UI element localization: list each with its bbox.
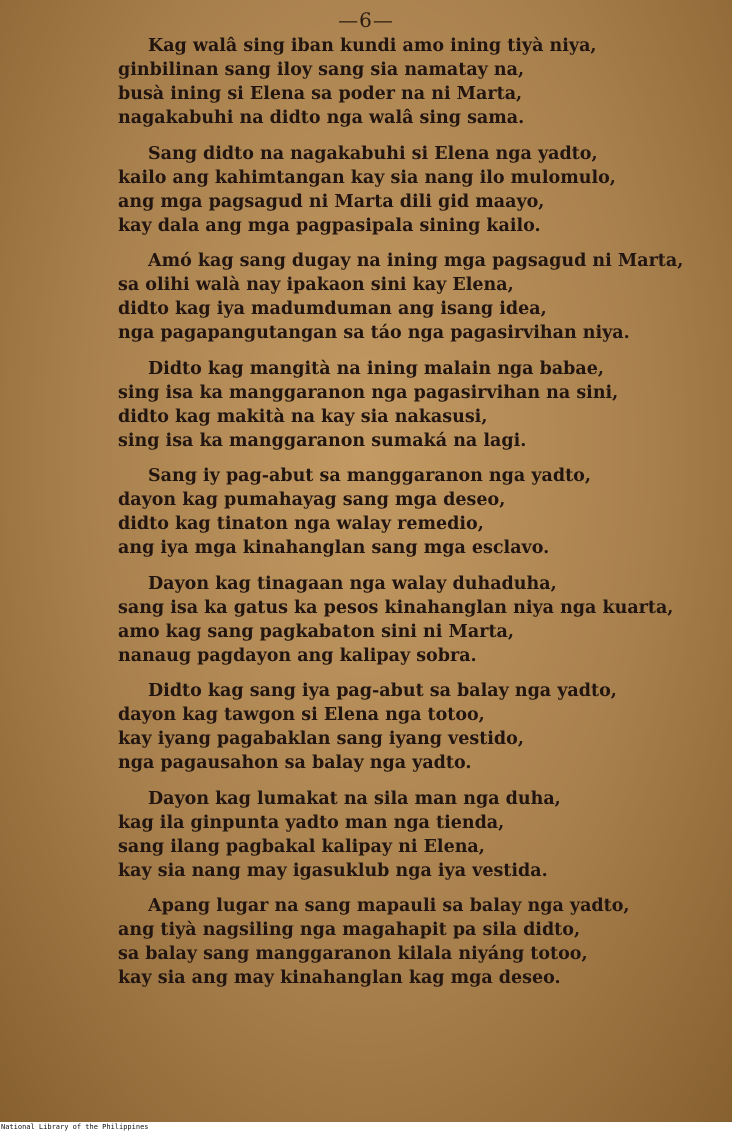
poem-line: Dayon kag lumakat na sila man nga duha, bbox=[148, 788, 561, 809]
poem-line: Dayon kag tinagaan nga walay duhaduha, bbox=[148, 573, 557, 594]
page-number: —6— bbox=[338, 8, 394, 32]
poem-line: Didto kag mangità na ining malain nga babae, bbox=[148, 358, 604, 379]
poem-line: didto kag tinaton nga walay remedio, bbox=[118, 514, 484, 534]
poem-line: Apang lugar na sang mapauli sa balay nga yadto, bbox=[148, 896, 630, 916]
poem-line: Didto kag sang iya pag-abut sa balay nga yadto, bbox=[148, 681, 617, 701]
poem-line: ang tiyà nagsiling nga magahapit pa sila didto, bbox=[118, 920, 581, 940]
stanza bbox=[118, 572, 718, 668]
poem-line: ginbilinan sang iloy sang sia namatay na, bbox=[118, 60, 525, 80]
poem-line: nanaug pagdayon ang kalipay sobra. bbox=[118, 645, 477, 666]
poem-line: Sang iy pag-abut sa manggaranon nga yadto, bbox=[148, 466, 591, 486]
poem-line: kay sia nang may igasuklub nga iya vestida. bbox=[118, 860, 548, 881]
poem-line: sa balay sang manggaranon kilala niyáng totoo, bbox=[118, 944, 588, 964]
footer-credit: National Library of the Philippines bbox=[0, 1122, 732, 1133]
stanza bbox=[118, 357, 718, 453]
poem-line: didto kag iya madumduman ang isang idea, bbox=[118, 299, 547, 319]
stanza bbox=[118, 142, 718, 238]
poem-line: nga pagapangutangan sa táo nga pagasirvihan niya. bbox=[118, 323, 630, 343]
poem bbox=[118, 34, 718, 1002]
stanza bbox=[118, 34, 718, 130]
poem-line: ang iya mga kinahanglan sang mga esclavo. bbox=[118, 538, 550, 558]
poem-line: kag ila ginpunta yadto man nga tienda, bbox=[118, 812, 505, 833]
poem-line: Kag walâ sing iban kundi amo ining tiyà niya, bbox=[148, 36, 597, 56]
stanza bbox=[118, 464, 718, 560]
poem-line: kay dala ang mga pagpasipala sining kailo. bbox=[118, 215, 541, 236]
poem-line: kailo ang kahimtangan kay sia nang ilo mulomulo, bbox=[118, 167, 616, 188]
poem-line: sing isa ka manggaranon sumaká na lagi. bbox=[118, 430, 527, 451]
poem-line: ang mga pagsagud ni Marta dili gid maayo, bbox=[118, 191, 545, 212]
poem-line: Sang didto na nagakabuhi si Elena nga yadto, bbox=[148, 143, 598, 164]
poem-line: amo kag sang pagkabaton sini ni Marta, bbox=[118, 621, 514, 642]
poem-line: didto kag makità na kay sia nakasusi, bbox=[118, 406, 488, 427]
poem-line: busà ining si Elena sa poder na ni Marta, bbox=[118, 84, 523, 104]
poem-line: kay iyang pagabaklan sang iyang vestido, bbox=[118, 729, 524, 749]
stanza bbox=[118, 894, 718, 990]
stanza bbox=[118, 249, 718, 345]
stanza bbox=[118, 787, 718, 883]
poem-line: nga pagausahon sa balay nga yadto. bbox=[118, 753, 472, 773]
poem-line: dayon kag tawgon si Elena nga totoo, bbox=[118, 705, 485, 725]
stanza bbox=[118, 679, 718, 775]
poem-line: sing isa ka manggaranon nga pagasirvihan na sini, bbox=[118, 382, 619, 403]
poem-line: nagakabuhi na didto nga walâ sing sama. bbox=[118, 108, 525, 128]
poem-line: sang isa ka gatus ka pesos kinahanglan niya nga kuarta, bbox=[118, 597, 674, 618]
poem-line: kay sia ang may kinahanglan kag mga deseo. bbox=[118, 968, 561, 988]
poem-line: sa olihi walà nay ipakaon sini kay Elena, bbox=[118, 275, 514, 295]
poem-line: Amó kag sang dugay na ining mga pagsagud ni Marta, bbox=[148, 251, 684, 271]
poem-line: sang ilang pagbakal kalipay ni Elena, bbox=[118, 836, 485, 857]
poem-line: dayon kag pumahayag sang mga deseo, bbox=[118, 490, 506, 510]
